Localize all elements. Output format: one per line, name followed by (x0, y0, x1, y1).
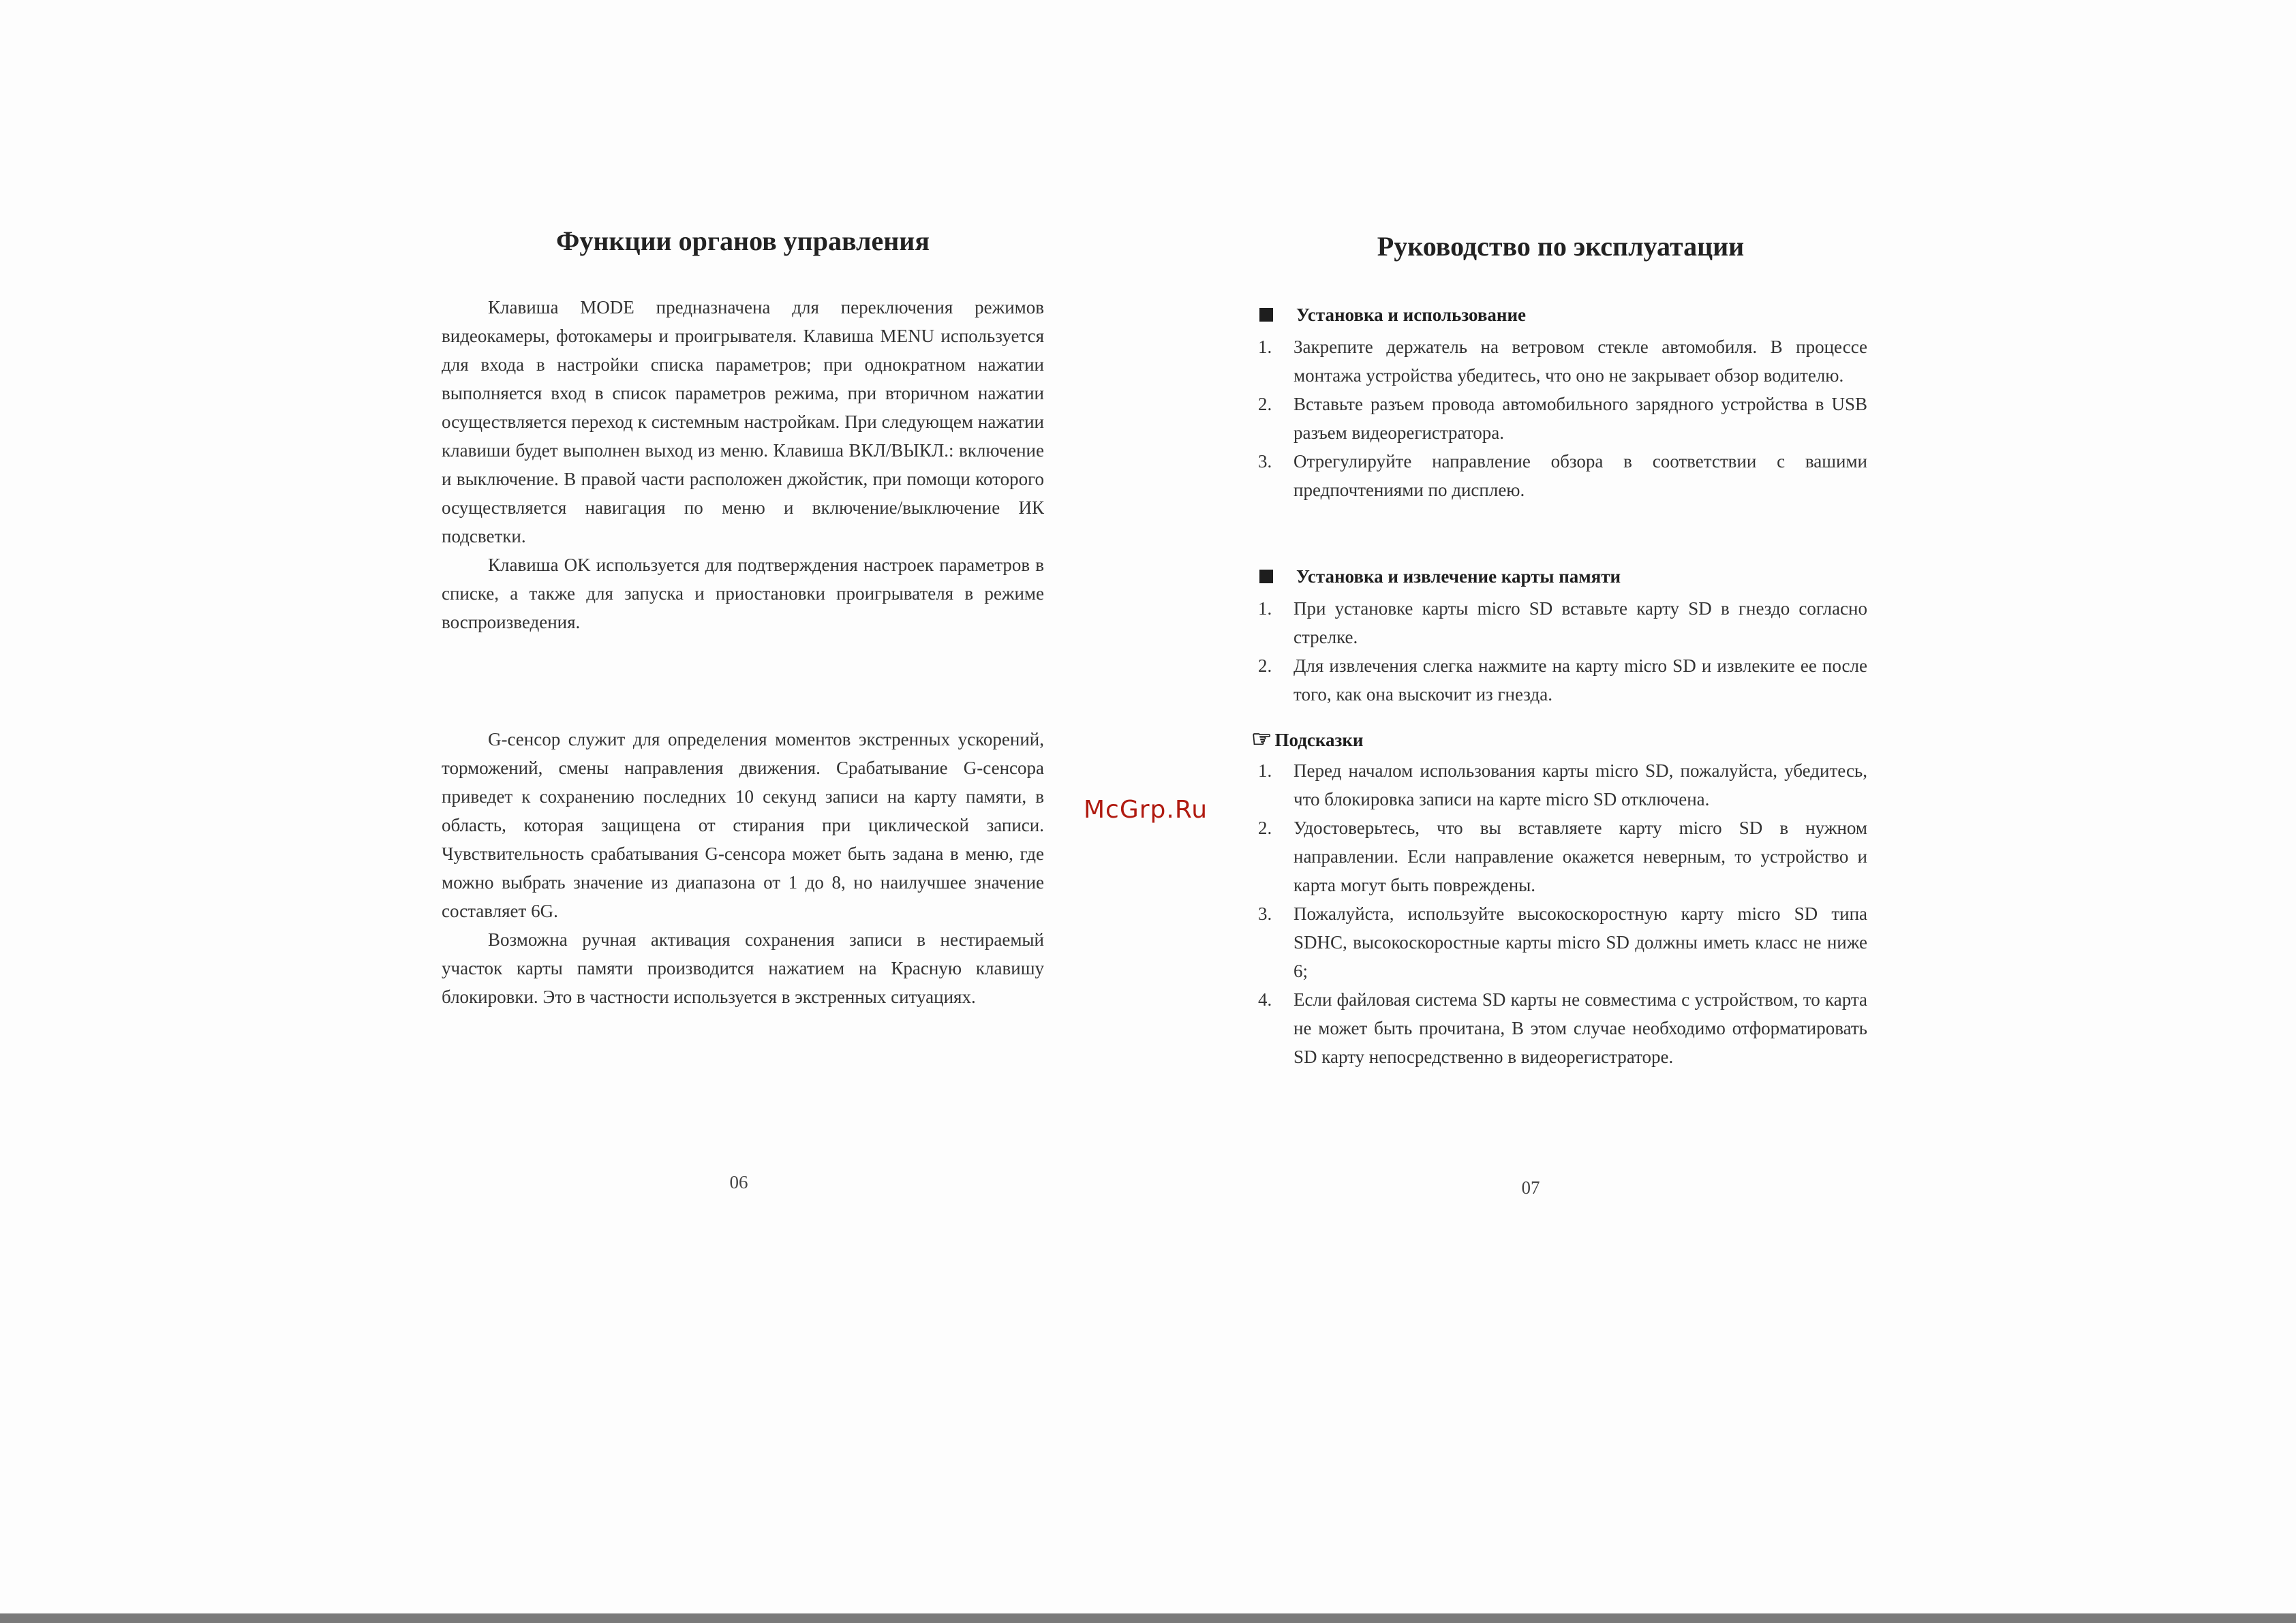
left-page-title: Функции органов управления (556, 226, 930, 256)
item-number: 3. (1258, 451, 1272, 472)
list-item (1254, 447, 1867, 504)
install-use-list (1254, 333, 1867, 504)
section-heading-tips (1251, 726, 1363, 754)
list-item (1254, 899, 1867, 985)
section-heading-memory-card (1254, 563, 1621, 590)
right-page-title: Руководство по эксплуатации (1377, 231, 1745, 262)
list-item (1254, 756, 1867, 814)
bottom-edge-band (0, 1613, 2296, 1623)
item-text: Перед началом использования карты micro SD, пожалуйста, убедитесь, что блокировка записи на карте micro SD отключена. (1294, 760, 1867, 809)
square-bullet-icon (1259, 570, 1273, 583)
left-text-block-2 (442, 725, 1044, 1011)
item-text: Удостоверьтесь, что вы вставляете карту micro SD в нужном направлении. Если направление окажется неверным, то устройство и карта могут быть повреждены. (1294, 818, 1867, 895)
item-text: Если файловая система SD карты не совместима с устройством, то карта не может быть прочитана, В этом случае необходимо отформатировать SD карту непосредственно в видеорегистраторе. (1294, 989, 1867, 1067)
tips-list (1254, 756, 1867, 1071)
item-number: 3. (1258, 903, 1272, 924)
paragraph-ok-key: Клавиша OK используется для подтверждения настроек параметров в списке, а также для запуска и приостановки проигрывателя в режиме воспроизведения. (442, 555, 1044, 632)
section-heading-label: Подсказки (1274, 730, 1364, 750)
section-heading-label: Установка и извлечение карты памяти (1296, 566, 1621, 587)
item-number: 4. (1258, 989, 1272, 1010)
list-item (1254, 814, 1867, 899)
item-text: Закрепите держатель на ветровом стекле автомобиля. В процессе монтажа устройства убедитесь, что оно не закрывает обзор водителю. (1294, 337, 1867, 386)
left-page-number: 06 (729, 1172, 748, 1192)
item-number: 1. (1258, 760, 1272, 781)
item-text: Пожалуйста, используйте высокоскоростную карту micro SD типа SDHC, высокоскоростные карты micro SD должны иметь класс не ниже 6; (1294, 903, 1867, 981)
right-page-number: 07 (1521, 1177, 1540, 1198)
list-item (1254, 594, 1867, 651)
item-number: 1. (1258, 598, 1272, 619)
watermark-link[interactable]: McGrp.Ru (1084, 796, 1208, 824)
pointing-hand-icon: ☞ (1251, 727, 1272, 752)
paragraph-lock-key: Возможна ручная активация сохранения записи в нестираемый участок карты памяти производится нажатием на Красную клавишу блокировки. Это в частности используется в экстренных ситуациях. (442, 929, 1044, 1007)
paragraph-mode-menu-keys: Клавиша MODE предназначена для переключения режимов видеокамеры, фотокамеры и проигрывателя. Клавиша MENU используется для входа в настройки списка параметров; при однократном нажатии выполняется вход в список параметров режима, при вторичном нажатии осуществляется переход к системным настройкам. При следующем нажатии клавиши будет выполнен выход из меню. Клавиша ВКЛ/ВЫКЛ.: включение и выключение. В правой части расположен джойстик, при помощи которого осуществляется навигация по меню и включение/выключение ИК подсветки. (442, 297, 1044, 546)
list-item (1254, 651, 1867, 709)
item-text: Отрегулируйте направление обзора в соответствии с вашими предпочтениями по дисплею. (1294, 451, 1867, 500)
item-number: 2. (1258, 818, 1272, 838)
list-item (1254, 390, 1867, 447)
item-text: Для извлечения слегка нажмите на карту micro SD и извлеките ее после того, как она выскочит из гнезда. (1294, 655, 1867, 705)
memory-card-list (1254, 594, 1867, 709)
list-item (1254, 333, 1867, 390)
item-text: Вставьте разъем провода автомобильного зарядного устройства в USB разъем видеорегистратора. (1294, 394, 1867, 443)
item-number: 1. (1258, 337, 1272, 357)
paragraph-g-sensor: G-сенсор служит для определения моментов экстренных ускорений, торможений, смены направления движения. Срабатывание G-сенсора приведет к сохранению последних 10 секунд записи на карту памяти, в область, которая защищена от стирания при циклической записи. Чувствительность срабатывания G-сенсора может быть задана в меню, где можно выбрать значение из диапазона от 1 до 8, но наилучшее значение составляет 6G. (442, 729, 1044, 921)
item-number: 2. (1258, 655, 1272, 676)
item-number: 2. (1258, 394, 1272, 414)
item-text: При установке карты micro SD вставьте карту SD в гнездо согласно стрелке. (1294, 598, 1867, 647)
left-text-block-1 (442, 293, 1044, 636)
section-heading-label: Установка и использование (1296, 305, 1527, 325)
list-item (1254, 985, 1867, 1071)
section-heading-install-use (1254, 301, 1526, 328)
square-bullet-icon (1259, 308, 1273, 322)
